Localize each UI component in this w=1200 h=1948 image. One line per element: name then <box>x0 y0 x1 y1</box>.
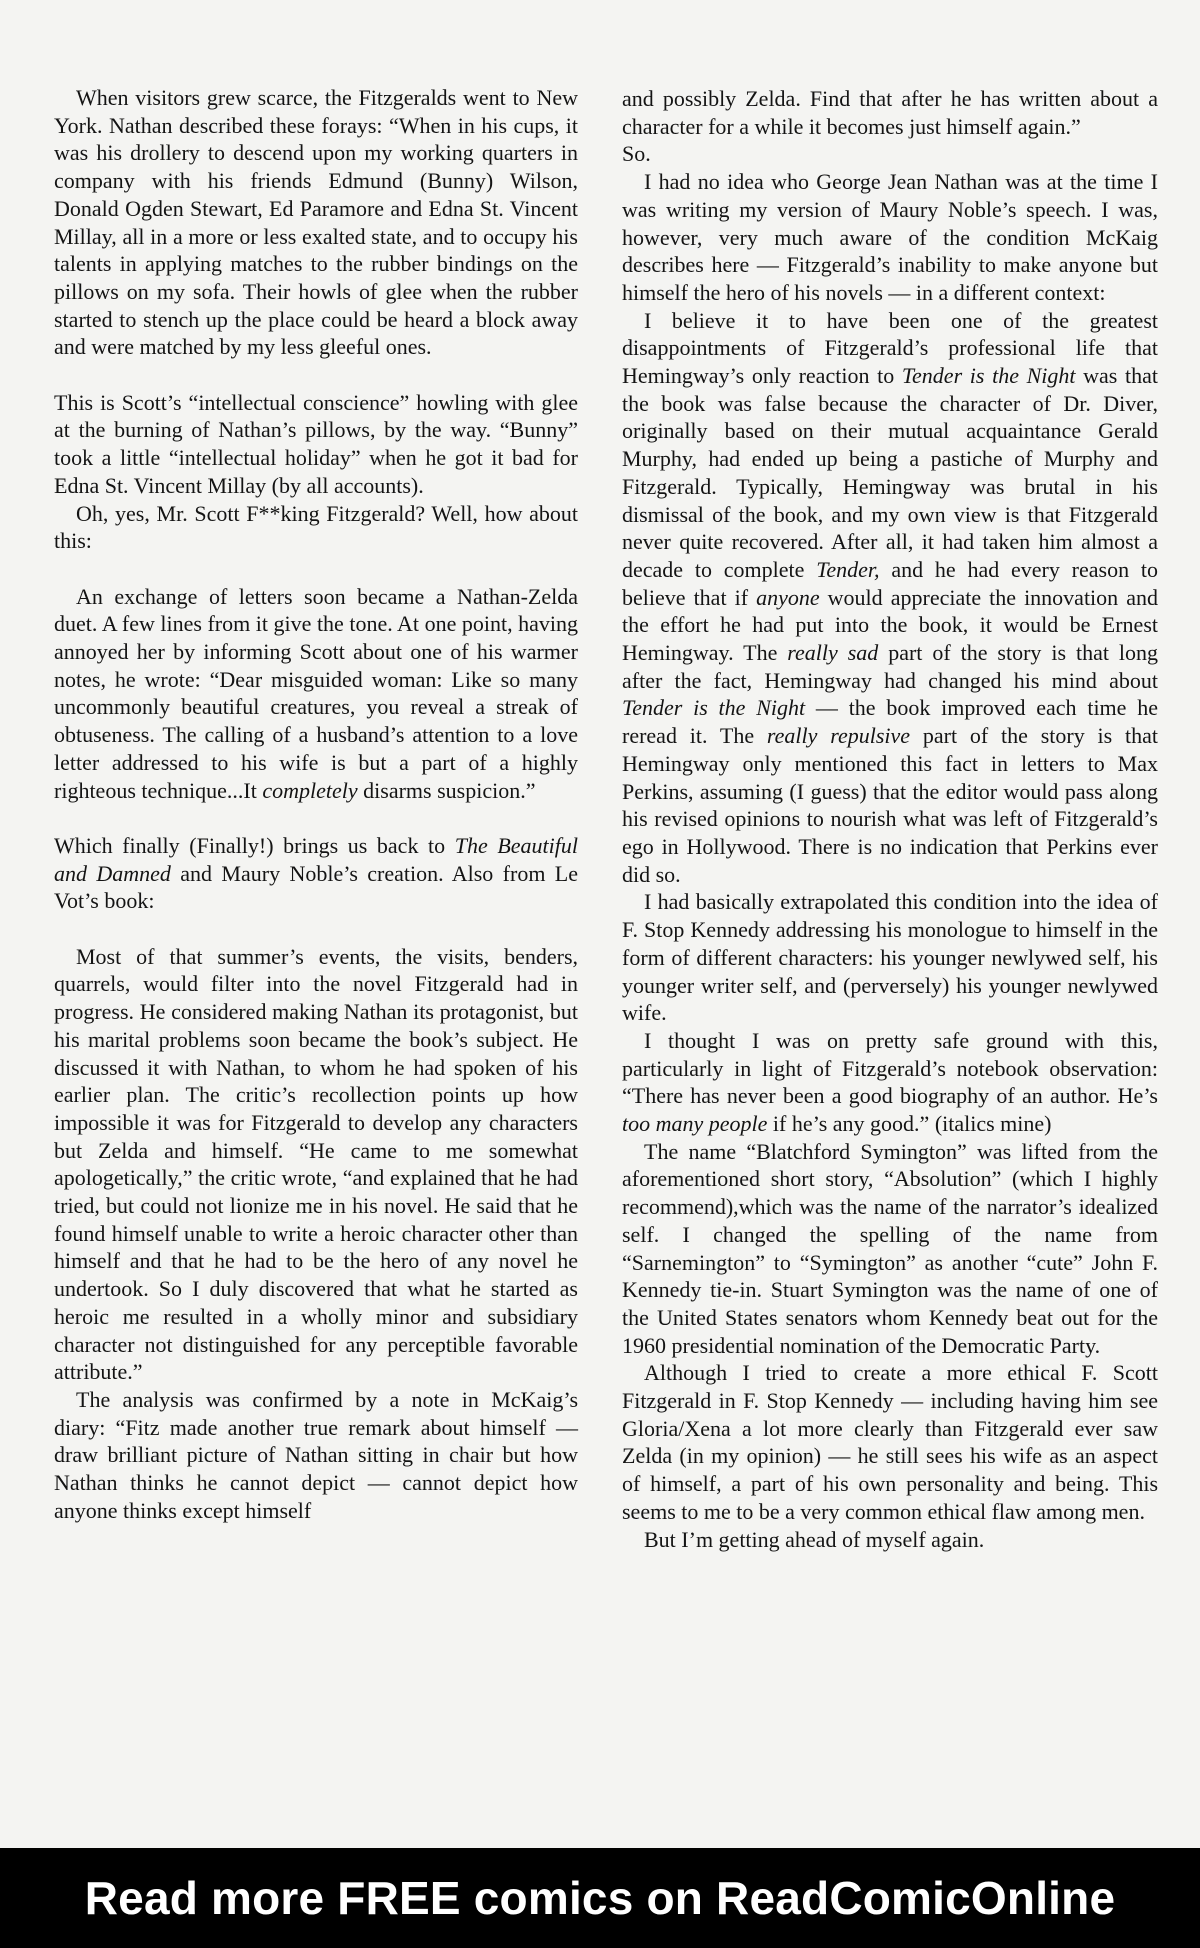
left-column <box>54 84 578 1525</box>
paragraph: and possibly Zelda. Find that after he has written about a character for a while it becomes just himself again.” <box>622 86 1158 139</box>
italic-run: Tender is the Night <box>901 363 1076 389</box>
paragraph: So. <box>622 141 651 167</box>
text-run: and Maury Noble’s creation. Also from Le Vot’s book: <box>54 860 579 914</box>
italic-run: really sad <box>787 640 879 666</box>
paragraph: When visitors grew scarce, the Fitzgeralds went to New York. Nathan described these forays: “When in his cups, it was his drollery to descend upon my working quarters in company with his friends Edmund (Bunny) Wilson, Donald Ogden Stewart, Ed Paramore and Edna St. Vincent Millay, all in a more or less exalted state, and to occupy his talents in applying matches to the rubber bindings on the pillows on my sofa. Their howls of glee when the rubber started to stench up the place could be heard a block away and were matched by my less gleeful ones. <box>54 85 578 360</box>
paragraph: Oh, yes, Mr. Scott F**king Fitzgerald? Well, how about this: <box>54 500 578 554</box>
paragraph: But I’m getting ahead of myself again. <box>644 1526 985 1552</box>
paragraph: Although I tried to create a more ethical F. Scott Fitzgerald in F. Stop Kennedy — including having him see Gloria/Xena a lot more clearly than Fitzgerald ever saw Zelda (in my opinion) — he still sees his wife as an aspect of himself, a part of his own personality and being. This seems to me to be a very common ethical flaw among men. <box>622 1360 1158 1524</box>
text-run: disarms suspicion.” <box>357 777 536 803</box>
quote-paragraph: Most of that summer’s events, the visits, benders, quarrels, would filter into the novel Fitzgerald had in progress. He considered making Nathan its protagonist, but his marital problems soon became the book’s subject. He discussed it with Nathan, to whom he had spoken of his earlier plan. The critic’s recollection points up how impossible it was for Fitzgerald to develop any characters but Zelda and himself. “He came to me somewhat apologetically,” the critic wrote, “and explained that he had tried, but could not lionize me in his novel. He said that he found himself unable to write a heroic character other than himself and that he had to be the hero of any novel he undertook. So I duly discovered that what he started as heroic me resulted in a wholly minor and subsidiary character not distinguished for any perceptible favorable attribute.” <box>54 943 578 1385</box>
text-run: was that the book was false because the character of Dr. Diver, originally based on their mutual acquaintance Gerald Murphy, had ended up being a pastiche of Murphy and Fitzgerald. Typically, Hemingway was brutal in his dismissal of the book, and my own view is that Fitzgerald never quite recovered. After all, it had taken him almost a decade to complete <box>622 363 1158 582</box>
italic-run: completely <box>262 777 358 803</box>
quote-paragraph <box>54 583 578 805</box>
italic-run: too many people <box>622 1111 768 1137</box>
text-run: if he’s any good.” (italics mine) <box>767 1111 1052 1137</box>
text-run: I thought I was on pretty safe ground with this, particularly in light of Fitzgerald’s notebook observation: “There has never been a good biography of an author. He’s <box>622 1027 1158 1109</box>
text-run: Which finally (Finally!) brings us back to <box>54 832 455 858</box>
italic-run: The Beautiful and Damned <box>54 832 578 886</box>
paragraph: The analysis was confirmed by a note in McKaig’s diary: “Fitz made another true remark about himself — draw brilliant picture of Nathan sitting in chair but how Nathan thinks he cannot depict — cannot depict how anyone thinks except himself <box>54 1386 578 1523</box>
italic-run: really repulsive <box>766 723 911 749</box>
right-column <box>622 85 1158 1553</box>
text-run: — the book improved each time he reread it. The <box>622 695 1158 749</box>
text-run: would appreciate the innovation and the effort he had put into the book, it would be Ernest Hemingway. The <box>622 584 1158 666</box>
paragraph <box>622 1027 1158 1138</box>
paragraph: I had basically extrapolated this condition into the idea of F. Stop Kennedy addressing his monologue to himself in the form of different characters: his younger newlywed self, his younger writer self, and (perversely) his younger newlywed wife. <box>622 889 1158 1026</box>
italic-run: anyone <box>756 584 820 610</box>
text-run: and he had every reason to believe that if <box>622 556 1158 610</box>
paragraph: This is Scott’s “intellectual conscience” howling with glee at the burning of Nathan’s pillows, by the way. “Bunny” took a little “intellectual holiday” when he got it bad for Edna St. Vincent Millay (by all accounts). <box>54 389 578 498</box>
italic-run: Tender, <box>816 556 880 582</box>
footer-link-text[interactable]: Read more FREE comics on ReadComicOnline <box>84 1872 1116 1924</box>
text-run: An exchange of letters soon became a Nathan-Zelda duet. A few lines from it give the tone. At one point, having annoyed her by informing Scott about one of his warmer notes, he wrote: “Dear misguided woman: Like so many uncommonly beautiful creatures, you reveal a streak of obtuseness. The calling of a husband’s attention to a love letter addressed to his wife is but a part of a highly righteous technique...It <box>54 583 578 803</box>
paragraph: The name “Blatchford Symington” was lifted from the aforementioned short story, “Absolution” (which I highly recommend),which was the name of the narrator’s idealized self. I changed the spelling of the name from “Sarnemington” to “Symington” as another “cute” John F. Kennedy tie-in. Stuart Symington was the name of one of the United States senators whom Kennedy beat out for the 1960 presidential nomination of the Democratic Party. <box>622 1138 1158 1358</box>
paragraph <box>622 307 1158 889</box>
paragraph: I had no idea who George Jean Nathan was at the time I was writing my version of Maury Noble’s speech. I was, however, very much aware of the condition McKaig describes here — Fitzgerald’s inability to make anyone but himself the hero of his novels — in a different context: <box>622 169 1158 305</box>
italic-run: Tender is the Night <box>622 695 806 721</box>
footer-banner[interactable] <box>0 1848 1200 1948</box>
paragraph <box>54 832 578 915</box>
text-run: part of the story is that long after the fact, Hemingway had changed his mind about <box>622 640 1159 693</box>
text-run: part of the story is that Hemingway only mentioned this fact in letters to Max Perkins, assuming (I guess) that the editor would pass along his revised opinions to nourish what was left of Fitzgerald’s ego in Hollywood. There is no indication that Perkins ever did so. <box>622 723 1158 887</box>
text-run: I believe it to have been one of the greatest disappointments of Fitzgerald’s professional life that Hemingway’s only reaction to <box>622 307 1158 389</box>
